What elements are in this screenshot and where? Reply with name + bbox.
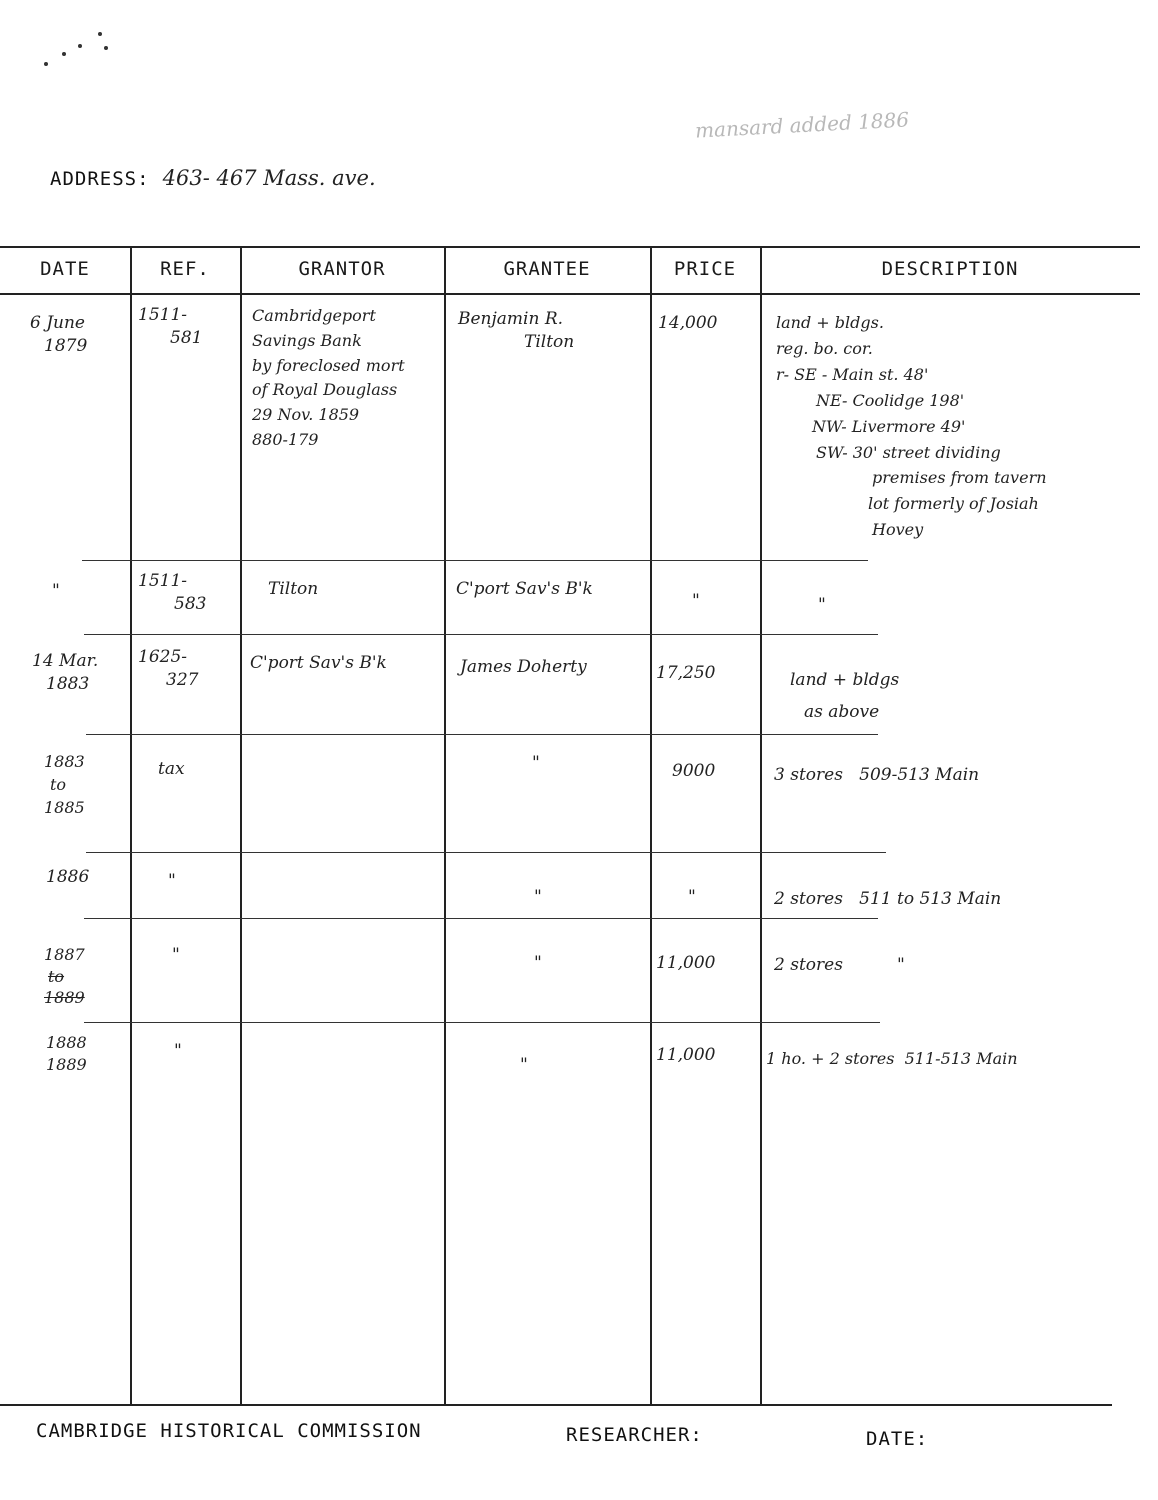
table-row-3-ref: tax <box>158 759 185 779</box>
table-top-rule <box>0 246 1140 248</box>
column-header-ref: REF. <box>160 258 210 280</box>
margin-note: mansard added 1886 <box>694 107 910 143</box>
table-row-4-price: " <box>688 887 696 907</box>
table-row-4-ref: " <box>168 871 176 891</box>
table-row-2-price: 17,250 <box>656 663 716 683</box>
column-header-price: PRICE <box>673 258 737 280</box>
row-separator <box>82 560 868 561</box>
table-row-3-price: 9000 <box>672 761 716 781</box>
row-separator <box>84 634 878 635</box>
table-row-6-ref: " <box>174 1041 182 1061</box>
table-bottom-rule <box>0 1404 1112 1406</box>
table-row-4-grantee: " <box>534 887 542 907</box>
address-value: 463- 467 Mass. ave. <box>162 166 376 190</box>
table-row-5-date: 1887 to 1889 <box>44 945 85 1008</box>
table-row-1-ref: 1511- 583 <box>138 571 207 614</box>
column-header-date: DATE <box>40 258 90 280</box>
column-divider <box>240 246 242 1404</box>
table-row-5-grantee: " <box>534 953 542 973</box>
footer-researcher-label: RESEARCHER: <box>566 1424 703 1446</box>
table-row-0-description: land + bldgs. reg. bo. cor. r- SE - Main st. 48' NE- Coolidge 198' NW- Livermore 49' SW- 30' street dividing premises from tavern lot formerly of Josiah Hovey <box>776 313 1047 540</box>
column-divider <box>650 246 652 1404</box>
table-row-0-ref: 1511- 581 <box>138 305 203 348</box>
table-row-5-ref: " <box>172 945 180 965</box>
column-header-grantor: GRANTOR <box>298 258 386 280</box>
scan-speck <box>78 44 82 48</box>
table-row-2-grantee: James Doherty <box>460 657 587 677</box>
row-separator <box>86 852 886 853</box>
table-row-6-grantee: " <box>520 1055 528 1075</box>
scan-speck <box>98 32 102 36</box>
table-row-6-description: 1 ho. + 2 stores 511-513 Main <box>766 1049 1018 1068</box>
scan-speck <box>62 52 66 56</box>
row-separator <box>84 918 878 919</box>
table-row-2-date: 14 Mar. 1883 <box>32 651 99 694</box>
column-header-description: DESCRIPTION <box>881 258 1019 280</box>
table-row-2-grantor: C'port Sav's B'k <box>250 653 387 673</box>
table-row-4-date: 1886 <box>46 867 90 887</box>
address-line <box>50 164 376 192</box>
table-row-0-date: 6 June 1879 <box>30 313 88 356</box>
address-label: ADDRESS: <box>50 168 150 190</box>
table-row-1-grantee: C'port Sav's B'k <box>456 579 593 599</box>
table-row-3-description: 3 stores 509-513 Main <box>774 765 980 785</box>
table-row-2-ref: 1625- 327 <box>138 647 199 690</box>
header-bottom-rule <box>0 293 1140 295</box>
table-row-0-grantee: Benjamin R. Tilton <box>458 309 575 352</box>
table-row-3-grantee: " <box>532 753 540 773</box>
scan-speck <box>104 46 108 50</box>
row-separator <box>86 734 878 735</box>
table-row-5-description: 2 stores " <box>774 955 905 975</box>
table-row-0-grantor: Cambridgeport Savings Bank by foreclosed mort of Royal Douglass 29 Nov. 1859 880-179 <box>252 306 405 449</box>
table-row-1-description: " <box>818 595 826 615</box>
table-row-6-price: 11,000 <box>656 1045 716 1065</box>
table-row-1-grantor: Tilton <box>268 579 319 599</box>
footer-date-label: DATE: <box>866 1428 929 1450</box>
table-row-1-date: " <box>52 581 60 601</box>
column-header-grantee: GRANTEE <box>503 258 591 280</box>
column-divider <box>444 246 446 1404</box>
scan-speck <box>44 62 48 66</box>
footer-organization: CAMBRIDGE HISTORICAL COMMISSION <box>36 1420 422 1442</box>
table-row-4-description: 2 stores 511 to 513 Main <box>774 889 1002 909</box>
column-divider <box>130 246 132 1404</box>
table-row-6-date: 1888 1889 <box>46 1033 87 1075</box>
row-separator <box>84 1022 880 1023</box>
table-row-0-price: 14,000 <box>658 313 718 333</box>
table-row-3-date: 1883 to 1885 <box>44 752 85 818</box>
table-row-2-description: land + bldgs as above <box>790 670 900 723</box>
column-divider <box>760 246 762 1404</box>
table-row-1-price: " <box>692 591 700 611</box>
table-row-5-price: 11,000 <box>656 953 716 973</box>
